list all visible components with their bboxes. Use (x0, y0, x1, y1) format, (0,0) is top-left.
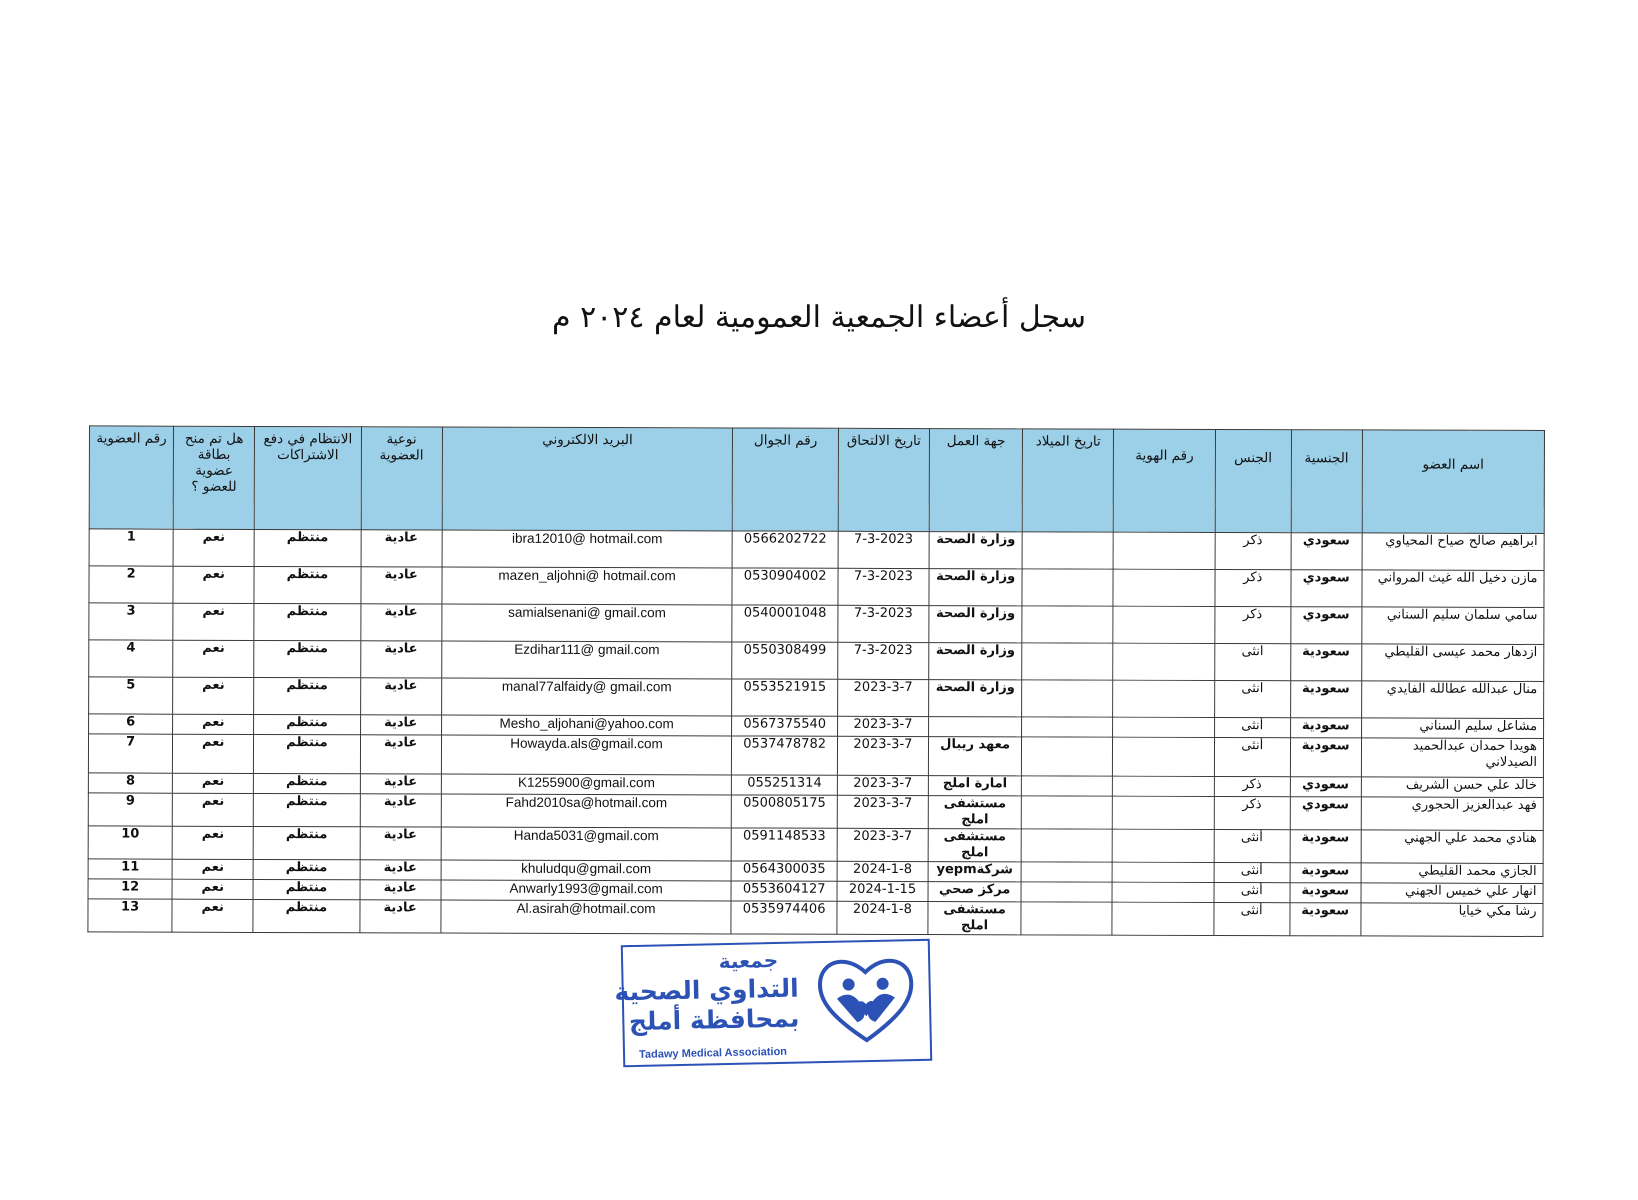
member-gender: أنثى (1214, 829, 1290, 862)
stamp-line-1: جمعية (718, 947, 779, 974)
redaction-mask (1029, 571, 1107, 603)
redaction-mask (1029, 534, 1107, 566)
member-id-number (1112, 862, 1213, 882)
member-membership-type: عادية (360, 641, 441, 678)
table-row (89, 529, 1544, 571)
redaction-mask (1119, 799, 1207, 827)
member-employer: معهد ريبال (928, 737, 1021, 776)
redaction-mask (1119, 905, 1207, 933)
member-mobile: 0553604127 (731, 881, 836, 901)
member-birth-date (1021, 902, 1112, 935)
member-employer: مركز صحي (928, 882, 1021, 902)
header-member-no: رقم العضوية (89, 426, 174, 529)
header-mobile: رقم الجوال (733, 428, 839, 531)
member-gender: ذكر (1214, 796, 1290, 829)
member-birth-date (1021, 796, 1112, 829)
member-employer: وزارة الصحة (929, 569, 1022, 606)
redaction-mask (1028, 739, 1106, 773)
member-mobile: 0567375540 (732, 716, 837, 736)
member-number: 5 (89, 677, 173, 714)
member-join-date: 2023-3-7 (837, 828, 928, 861)
header-employer: جهة العمل (929, 429, 1023, 532)
member-id-number (1112, 902, 1213, 935)
member-employer (929, 717, 1022, 737)
member-id-number (1113, 569, 1214, 606)
member-gender: أنثى (1214, 717, 1290, 737)
member-join-date: 2024-1-15 (837, 881, 928, 901)
heart-logo-icon (810, 947, 922, 1049)
member-name: خالد علي حسن الشريف (1361, 777, 1543, 798)
member-birth-date (1021, 882, 1112, 902)
member-join-date: 2023-3-7 (837, 679, 928, 716)
header-join-date: تاريخ الالتحاق (838, 428, 930, 531)
member-join-date: 2024-1-8 (837, 901, 928, 934)
member-birth-date (1022, 776, 1113, 796)
member-card-granted: نعم (172, 793, 253, 826)
member-gender: ذكر (1215, 532, 1291, 569)
member-gender: أنثى (1214, 862, 1290, 882)
member-number: 1 (89, 529, 173, 566)
member-membership-type: عادية (360, 604, 441, 641)
member-nationality: سعودية (1290, 718, 1361, 738)
member-name: مشاعل سليم السناني (1361, 718, 1543, 739)
member-employer: مستشفى املج (928, 902, 1021, 935)
redaction-mask (1119, 865, 1207, 880)
redaction-mask (1120, 535, 1208, 567)
redaction-mask (1029, 608, 1107, 640)
page-title: سجل أعضاء الجمعية العمومية لعام ٢٠٢٤ م (551, 300, 1087, 335)
member-nationality: سعودية (1290, 830, 1361, 863)
member-employer: مستشفى املج (928, 829, 1021, 862)
member-id-number (1113, 829, 1214, 862)
stamp-line-3: بمحافظة أملج (628, 1003, 800, 1037)
header-gender: الجنس (1215, 429, 1291, 532)
member-nationality: سعودي (1291, 570, 1362, 607)
member-mobile: 0537478782 (732, 736, 837, 775)
member-regular-payment: منتظم (254, 603, 360, 640)
member-number: 12 (88, 879, 172, 899)
member-birth-date (1022, 737, 1113, 776)
header-nationality: الجنسية (1291, 430, 1362, 533)
member-nationality: سعودية (1290, 738, 1361, 777)
member-gender: أنثى (1214, 737, 1290, 776)
member-name: ازدهار محمد عيسى القليطي (1361, 644, 1543, 682)
member-birth-date (1022, 606, 1113, 643)
member-membership-type: عادية (360, 678, 441, 715)
member-number: 2 (89, 566, 173, 603)
member-name: منال عبدالله عطالله الفايدي (1361, 681, 1543, 719)
member-email: manal77alfaidy@ gmail.com (441, 678, 732, 716)
member-number: 7 (88, 734, 172, 773)
member-membership-type: عادية (360, 880, 441, 900)
redaction-mask (1119, 779, 1207, 794)
member-email: Handa5031@gmail.com (441, 827, 732, 861)
member-number: 3 (89, 603, 173, 640)
member-mobile: 0540001048 (732, 605, 837, 642)
member-membership-type: عادية (360, 860, 441, 880)
member-card-granted: نعم (173, 640, 254, 677)
table-row (88, 793, 1543, 831)
member-gender: انثى (1214, 680, 1290, 717)
member-email: mazen_aljohni@ hotmail.com (442, 567, 733, 605)
member-id-number (1113, 643, 1214, 680)
member-card-granted: نعم (173, 529, 254, 566)
stamp-line-2: التداوي الصحية (614, 973, 799, 1007)
member-nationality: سعودي (1291, 607, 1362, 644)
member-gender: انثى (1214, 643, 1290, 680)
redaction-mask (1028, 778, 1106, 793)
redaction-mask (1028, 682, 1106, 714)
member-regular-payment: منتظم (253, 793, 359, 826)
member-membership-type: عادية (361, 567, 442, 604)
header-regular-payment: الانتظام في دفع الاشتراكات (254, 426, 361, 529)
member-email: Ezdihar111@ gmail.com (441, 641, 732, 679)
member-mobile: 0500805175 (732, 795, 837, 828)
member-regular-payment: منتظم (253, 899, 359, 932)
table-header-row (89, 426, 1544, 534)
member-birth-date (1022, 717, 1113, 737)
member-name: رشا مكي خيايا (1361, 903, 1543, 937)
table-row (88, 899, 1543, 937)
member-card-granted: نعم (173, 734, 254, 773)
member-regular-payment: منتظم (254, 677, 360, 714)
member-card-granted: نعم (172, 879, 253, 899)
member-id-number (1112, 882, 1213, 902)
member-id-number (1113, 737, 1214, 776)
member-nationality: سعودي (1291, 533, 1362, 570)
redaction-mask (1120, 609, 1208, 641)
member-name: سامي سلمان سليم السناني (1361, 607, 1543, 645)
member-join-date: 7-3-2023 (838, 531, 929, 568)
member-mobile: 0535974406 (731, 901, 836, 934)
member-gender: ذكر (1215, 569, 1291, 606)
table-body (88, 529, 1544, 937)
member-email: K1255900@gmail.com (441, 774, 732, 795)
member-email: ibra12010@ hotmail.com (442, 530, 733, 568)
redaction-mask (1119, 720, 1207, 735)
redaction-mask (1028, 831, 1106, 859)
member-name: هويدا حمدان عبدالحميد الصيدلاني (1361, 738, 1543, 778)
member-join-date: 7-3-2023 (838, 605, 929, 642)
redaction-mask (1028, 864, 1106, 879)
redaction-mask (1120, 646, 1208, 678)
member-id-number (1113, 532, 1214, 569)
member-join-date: 2023-3-7 (837, 716, 928, 736)
member-employer: امارة املج (928, 776, 1021, 796)
header-email: البريد الالكتروني (442, 427, 733, 531)
header-birth-date: تاريخ الميلاد (1022, 429, 1114, 532)
member-birth-date (1021, 862, 1112, 882)
member-join-date: 7-3-2023 (838, 568, 929, 605)
member-card-granted: نعم (173, 566, 254, 603)
redaction-mask (1119, 885, 1207, 900)
header-card-granted: هل تم منح بطاقة عضوية للعضو ؟ (173, 426, 254, 529)
member-regular-payment: منتظم (253, 826, 359, 859)
member-card-granted: نعم (172, 899, 253, 932)
members-table-wrapper (87, 425, 1545, 937)
member-id-number (1113, 776, 1214, 796)
member-membership-type: عادية (361, 530, 442, 567)
member-email: Howayda.als@gmail.com (441, 735, 732, 775)
member-email: Al.asirah@hotmail.com (441, 900, 732, 934)
members-table (87, 425, 1545, 937)
member-membership-type: عادية (360, 715, 441, 735)
member-name: ابراهيم صالح صياح المحياوي (1362, 533, 1544, 571)
member-email: Mesho_aljohani@yahoo.com (441, 715, 732, 736)
member-email: samialsenani@ gmail.com (441, 604, 732, 642)
member-birth-date (1022, 569, 1113, 606)
member-card-granted: نعم (173, 677, 254, 714)
member-name: مازن دخيل الله غيث المرواني (1362, 570, 1544, 608)
member-regular-payment: منتظم (254, 529, 360, 566)
member-birth-date (1021, 829, 1112, 862)
member-card-granted: نعم (173, 714, 254, 734)
member-employer: وزارة الصحة (929, 643, 1022, 680)
member-employer: وزارة الصحة (929, 532, 1022, 569)
redaction-mask (1028, 719, 1106, 734)
table-row (89, 640, 1544, 682)
member-mobile: 0553521915 (732, 679, 837, 716)
member-mobile: 0550308499 (732, 642, 837, 679)
member-name: الجازي محمد القليطي (1361, 863, 1543, 884)
member-join-date: 2023-3-7 (837, 736, 928, 775)
redaction-mask (1028, 645, 1106, 677)
member-regular-payment: منتظم (254, 566, 360, 603)
redaction-mask (1028, 904, 1106, 932)
table-row (89, 603, 1544, 645)
table-row (89, 566, 1544, 608)
member-mobile: 055251314 (732, 775, 837, 795)
member-id-number (1113, 796, 1214, 829)
member-number: 6 (89, 714, 173, 734)
member-regular-payment: منتظم (254, 734, 360, 773)
redaction-mask (1028, 884, 1106, 899)
member-number: 8 (88, 773, 172, 793)
member-number: 4 (89, 640, 173, 677)
header-name: اسم العضو (1362, 430, 1545, 534)
member-nationality: سعودية (1290, 644, 1361, 681)
member-name: هنادي محمد علي الجهني (1361, 830, 1543, 864)
member-number: 11 (88, 859, 172, 879)
association-stamp (614, 939, 932, 1067)
redaction-mask (1028, 798, 1106, 826)
member-nationality: سعودي (1290, 777, 1361, 797)
member-regular-payment: منتظم (254, 714, 360, 734)
table-row (89, 677, 1544, 719)
member-employer: مستشفى املج (928, 796, 1021, 829)
member-join-date: 2023-3-7 (837, 775, 928, 795)
member-membership-type: عادية (360, 900, 441, 933)
member-email: Anwarly1993@gmail.com (441, 880, 732, 901)
member-email: khuludqu@gmail.com (441, 860, 732, 881)
member-number: 9 (88, 793, 172, 826)
member-birth-date (1022, 643, 1113, 680)
member-number: 13 (88, 899, 172, 932)
header-id-number: رقم الهوية (1114, 429, 1216, 532)
member-employer: شركةyepm (928, 862, 1021, 882)
member-name: فهد عبدالعزيز الحجوري (1361, 797, 1543, 831)
redaction-mask (1120, 683, 1208, 715)
member-id-number (1113, 717, 1214, 737)
member-gender: أنثى (1214, 882, 1290, 902)
member-mobile: 0591148533 (732, 828, 837, 861)
member-mobile: 0566202722 (733, 531, 838, 568)
member-gender: ذكر (1215, 606, 1291, 643)
member-join-date: 7-3-2023 (838, 642, 929, 679)
member-id-number (1113, 680, 1214, 717)
member-regular-payment: منتظم (253, 879, 359, 899)
member-gender: ذكر (1214, 776, 1290, 796)
member-regular-payment: منتظم (253, 859, 359, 879)
member-join-date: 2024-1-8 (837, 861, 928, 881)
member-mobile: 0530904002 (732, 568, 837, 605)
member-regular-payment: منتظم (254, 640, 360, 677)
member-membership-type: عادية (360, 794, 441, 827)
member-nationality: سعودية (1290, 883, 1361, 903)
member-nationality: سعودية (1290, 681, 1361, 718)
member-number: 10 (88, 826, 172, 859)
member-card-granted: نعم (172, 826, 253, 859)
table-row (88, 734, 1543, 778)
member-birth-date (1022, 680, 1113, 717)
member-card-granted: نعم (173, 603, 254, 640)
member-regular-payment: منتظم (254, 773, 360, 793)
member-name: انهار علي خميس الجهني (1361, 883, 1543, 904)
redaction-mask (1119, 740, 1207, 774)
member-membership-type: عادية (360, 735, 441, 774)
member-id-number (1113, 606, 1214, 643)
member-employer: وزارة الصحة (929, 606, 1022, 643)
member-birth-date (1022, 532, 1113, 569)
member-mobile: 0564300035 (732, 861, 837, 881)
header-membership-type: نوعية العضوية (361, 427, 442, 530)
stamp-english-name: Tadawy Medical Association (638, 1045, 788, 1061)
redaction-mask (1120, 572, 1208, 604)
member-membership-type: عادية (360, 827, 441, 860)
member-join-date: 2023-3-7 (837, 795, 928, 828)
member-card-granted: نعم (172, 859, 253, 879)
member-nationality: سعودي (1290, 797, 1361, 830)
member-gender: أنثى (1214, 902, 1290, 935)
member-card-granted: نعم (173, 773, 254, 793)
table-row (88, 826, 1543, 864)
redaction-mask (1119, 832, 1207, 860)
member-nationality: سعودية (1290, 863, 1361, 883)
member-membership-type: عادية (360, 774, 441, 794)
member-employer: وزارة الصحة (929, 680, 1022, 717)
member-email: Fahd2010sa@hotmail.com (441, 794, 732, 828)
member-nationality: سعودية (1290, 903, 1361, 936)
